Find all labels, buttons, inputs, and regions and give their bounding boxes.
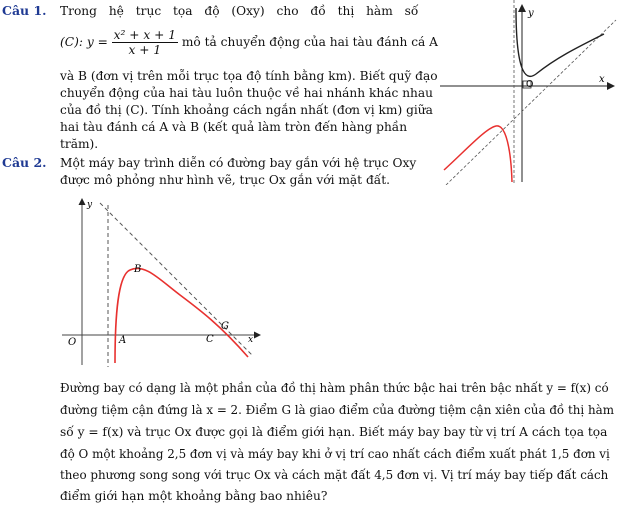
point-c-label: C [206, 334, 214, 345]
q1-line2-rest: mô tả chuyển động của hai tàu đánh cá A [181, 35, 438, 49]
q1-fraction [112, 28, 178, 57]
q1-line5: của đồ thị (C). Tính khoảng cách ngắn nhất (đơn vị km) giữa [60, 103, 433, 117]
q1-graph [436, 0, 619, 185]
q2-label: Câu 2. [2, 155, 47, 170]
fraction-denominator: x + 1 [128, 43, 162, 57]
point-b-label: B [134, 264, 142, 275]
point-g-label: G [221, 321, 229, 332]
q2-x-label: x [248, 335, 254, 345]
q1-line7: trăm). [60, 137, 99, 151]
q1-x-label: x [599, 74, 605, 85]
curve-name: (C): y = [60, 35, 108, 49]
q2-body-line3: số y = f(x) và trục Ox được gọi là điểm giới hạn. Biết máy bay bay từ vị trí A cách tọa tọa [60, 425, 608, 439]
q1-line6: hai tàu đánh cá A và B (kết quả làm tròn đến hàng phần [60, 120, 408, 134]
q2-body-line4: độ O một khoảng 2,5 đơn vị và máy bay khi ở vị trí cao nhất cách điểm xuất phát 1,5 đơn vị [60, 447, 610, 461]
q2-origin-label: O [68, 337, 77, 348]
q1-line3: và B (đơn vị trên mỗi trục tọa độ tính bằng km). Biết quỹ đạo [60, 69, 438, 83]
q2-y-label: y [87, 200, 93, 210]
q1-label: Câu 1. [2, 3, 47, 18]
q2-graph [60, 195, 270, 370]
q2-body-line2: đường tiệm cận đứng là x = 2. Điểm G là giao điểm của đường tiệm cận xiên của đồ thị hàm [60, 403, 615, 417]
q2-body-line5: theo phương song song với trục Ox và cách mặt đất 4,5 đơn vị. Vị trí máy bay tiếp đất cách [60, 468, 609, 482]
q1-line1: Trong hệ trục tọa độ (Oxy) cho đồ thị hàm số [60, 4, 419, 18]
q1-line4: chuyển động của hai tàu luôn thuộc về hai nhánh khác nhau [60, 86, 434, 100]
q2-line2: được mô phỏng như hình vẽ, trục Ox gắn với mặt đất. [60, 173, 390, 187]
q1-y-label: y [528, 8, 534, 19]
q2-body-line1: Đường bay có dạng là một phần của đồ thị hàm phân thức bậc hai trên bậc nhất y = f(x) có [60, 381, 609, 395]
q2-flight-curve [115, 268, 248, 363]
fraction-numerator: x² + x + 1 [113, 28, 176, 42]
q2-line1: Một máy bay trình diễn có đường bay gắn với hệ trục Oxy [60, 156, 417, 170]
q1-left-branch [444, 126, 512, 182]
q1-oblique-asymptote [446, 20, 616, 185]
q1-origin-label: O [526, 80, 534, 90]
point-a-label: A [119, 335, 127, 346]
q1-line2 [60, 28, 438, 57]
q2-body-line6: điểm giới hạn một khoảng bằng bao nhiêu? [60, 489, 328, 503]
